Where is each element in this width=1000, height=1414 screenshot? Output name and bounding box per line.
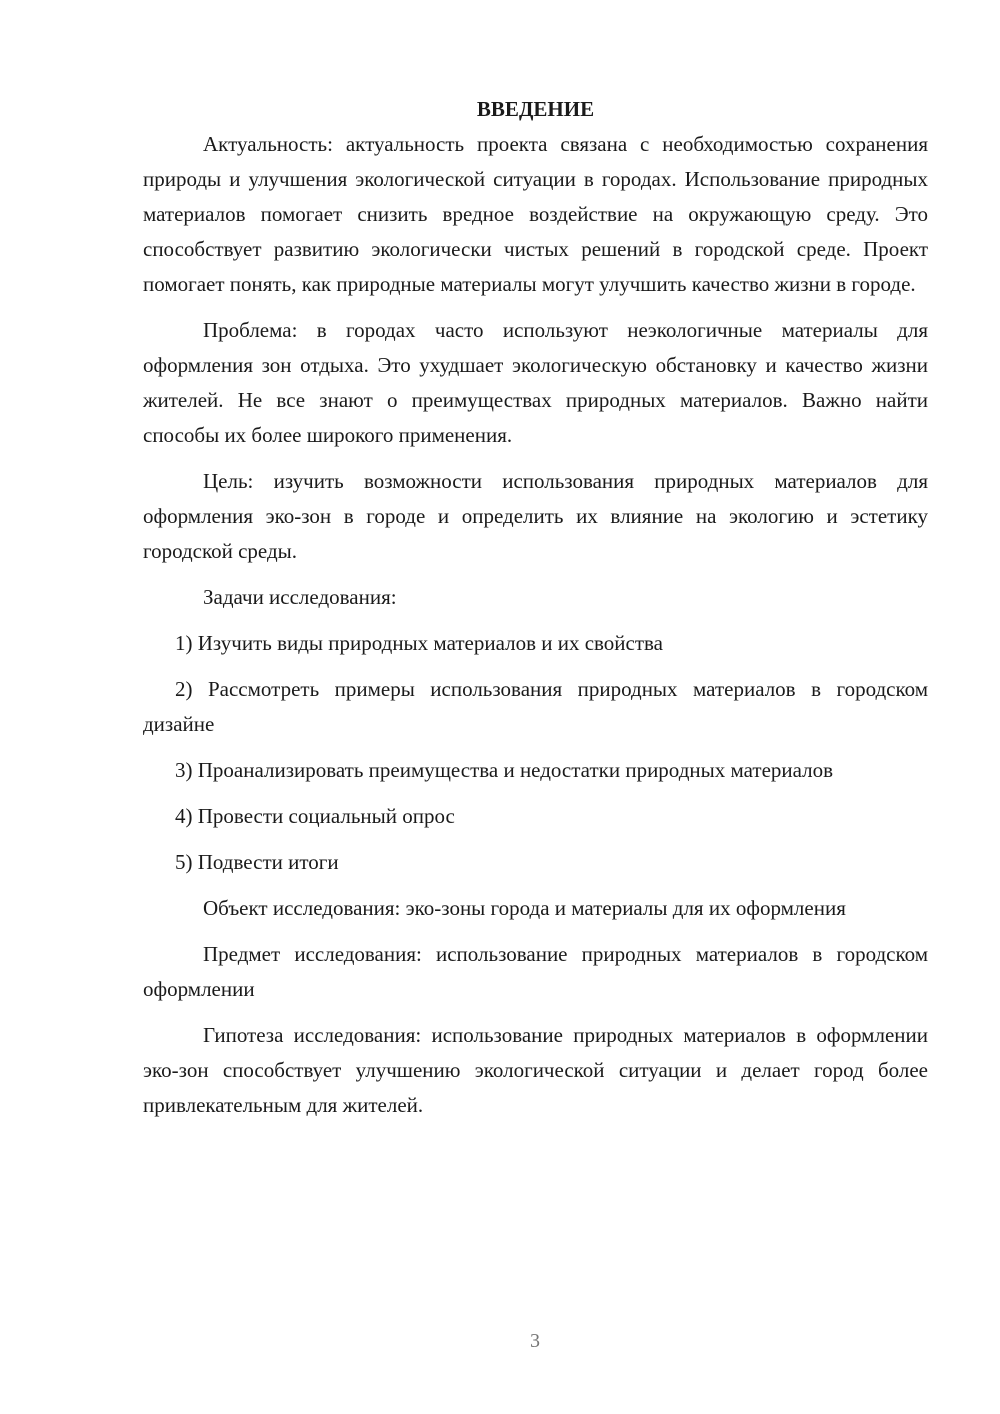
paragraph-problem: Проблема: в городах часто используют неэкологичные материалы для оформления зон отдыха. Это ухудшает экологическую обстановку и качество жизни жителей. Не все знают о преимуществах природных материалов. Важно найти способы их более широкого применения. — [143, 318, 928, 447]
paragraph-object: Объект исследования: эко-зоны города и материалы для их оформления — [203, 896, 846, 920]
task-item: 1) Изучить виды природных материалов и их свойства — [175, 631, 663, 655]
paragraph-relevance: Актуальность: актуальность проекта связана с необходимостью сохранения природы и улучшения экологической ситуации в городах. Использование природных материалов помогает снизить вредное воздействие на окружающую среду. Это способствует развитию экологически чистых решений в городской среде. Проект помогает понять, как природные материалы могут улучшить качество жизни в городе. — [143, 132, 928, 296]
document-page — [143, 92, 928, 1134]
paragraph-hypothesis: Гипотеза исследования: использование природных материалов в оформлении эко-зон способствует улучшению экологической ситуации и делает город более привлекательным для жителей. — [143, 1023, 928, 1117]
tasks-list — [143, 626, 928, 880]
paragraph-subject: Предмет исследования: использование природных материалов в городском оформлении — [143, 942, 928, 1001]
task-item: 4) Провести социальный опрос — [175, 804, 455, 828]
task-item: 3) Проанализировать преимущества и недостатки природных материалов — [175, 758, 834, 782]
tasks-heading: Задачи исследования: — [203, 585, 397, 609]
page-number: 3 — [530, 1330, 540, 1352]
task-item: 2) Рассмотреть примеры использования природных материалов в городском дизайне — [143, 677, 928, 736]
task-item: 5) Подвести итоги — [175, 850, 339, 874]
page-title: ВВЕДЕНИЕ — [476, 97, 595, 121]
paragraph-goal: Цель: изучить возможности использования природных материалов для оформления эко-зон в городе и определить их влияние на экологию и эстетику городской среды. — [143, 469, 928, 563]
